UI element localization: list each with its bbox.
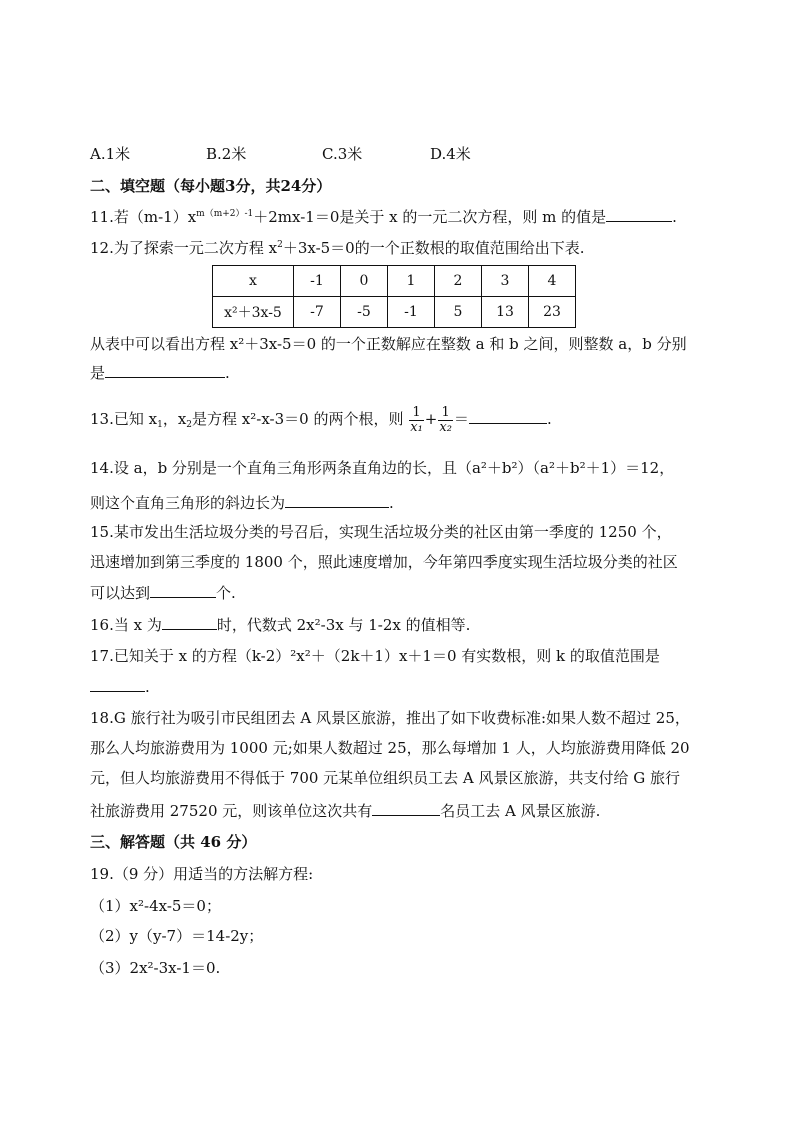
- q12-post: ＋3x-5＝0的一个正数根的取值范围给出下表.: [282, 239, 585, 257]
- q12-square: 2: [277, 240, 283, 250]
- q15-line2: 迅速增加到第三季度的 1800 个，照此速度增加，今年第四季度实现生活垃圾分类的社区: [90, 553, 678, 571]
- q18-line2: 那么人均旅游费用为 1000 元;如果人数超过 25，那么每增加 1 人，人均旅游费用降低 20: [90, 739, 690, 757]
- option-c: C.3米: [322, 145, 363, 163]
- q12-answer-blank[interactable]: [105, 362, 225, 378]
- q19-part1: （1）x²-4x-5＝0；: [90, 897, 221, 915]
- q13-sub1: 1: [157, 420, 163, 430]
- frac-denominator: x₁: [410, 419, 423, 435]
- q15-line3-end: 个.: [216, 584, 236, 602]
- q16-pre: 16.当 x 为: [90, 616, 162, 634]
- table-cell: 2: [435, 266, 482, 297]
- q15-line3: [90, 582, 236, 603]
- table-cell: 13: [482, 297, 529, 328]
- option-a: A.1米: [90, 145, 131, 163]
- q11-pre: 11.若（m-1）x: [90, 208, 197, 226]
- question-11: [90, 206, 677, 227]
- q11-exponent: m（m+2）-1: [196, 209, 254, 219]
- q14-answer-blank[interactable]: [285, 492, 389, 508]
- section3-title: 三、解答题（共 46 分）: [90, 833, 257, 851]
- q13-end: .: [546, 410, 552, 428]
- q13-pre: 13.已知 x: [90, 410, 158, 428]
- q17-line2: [90, 676, 150, 697]
- table-header-expr: x²＋3x-5: [213, 297, 294, 328]
- q12-pre: 12.为了探索一元二次方程 x: [90, 239, 278, 257]
- q18-line4-post: 名员工去 A 风景区旅游.: [440, 802, 601, 820]
- q12-line2-end: .: [225, 364, 230, 382]
- q19-part3: （3）2x²-3x-1＝0.: [90, 959, 221, 977]
- fraction-1-over-x2: [438, 406, 453, 435]
- option-b: B.2米: [206, 145, 247, 163]
- q18-line1: 18.G 旅行社为吸引市民组团去 A 风景区旅游，推出了如下收费标准:如果人数不超过 25，: [90, 709, 690, 727]
- q13-mid1: ，x: [162, 410, 187, 428]
- frac-denominator: x₂: [439, 419, 452, 435]
- table-cell: 3: [482, 266, 529, 297]
- frac-numerator: 1: [409, 406, 424, 421]
- q15-answer-blank[interactable]: [150, 582, 216, 598]
- value-table: [212, 265, 576, 328]
- table-cell: -7: [294, 297, 341, 328]
- q18-line3: 元，但人均旅游费用不得低于 700 元某单位组织员工去 A 风景区旅游，共支付给 G 旅行: [90, 769, 681, 787]
- question-12: [90, 238, 585, 258]
- q16-post: 时，代数式 2x²-3x 与 1-2x 的值相等.: [216, 616, 471, 634]
- q13-sub2: 2: [186, 420, 193, 430]
- q18-answer-blank[interactable]: [372, 800, 440, 816]
- table-cell: -1: [294, 266, 341, 297]
- q17-line1: 17.已知关于 x 的方程（k-2）²x²＋（2k＋1）x＋1＝0 有实数根，则 k 的取值范围是: [90, 647, 660, 665]
- table-cell: -1: [388, 297, 435, 328]
- frac-numerator: 1: [438, 406, 453, 421]
- table-cell: 23: [529, 297, 576, 328]
- q13-equals: ＝: [453, 410, 469, 428]
- option-d: D.4米: [430, 145, 471, 163]
- q15-line1: 15.某市发出生活垃圾分类的号召后，实现生活垃圾分类的社区由第一季度的 1250 个，: [90, 523, 672, 541]
- q19-title: 19.（9 分）用适当的方法解方程:: [90, 865, 314, 883]
- q12-line2-pre: 是: [90, 364, 106, 382]
- question-16: [90, 614, 470, 635]
- q14-line2-end: .: [389, 494, 394, 512]
- table-row-expr: [213, 297, 576, 328]
- q15-line3-pre: 可以达到: [90, 584, 151, 602]
- q14-line2: [90, 492, 394, 513]
- q13-mid2: 是方程 x²-x-3＝0 的两个根，则: [192, 410, 404, 428]
- q17-line2-end: .: [145, 678, 150, 696]
- q19-part2: （2）y（y-7）＝14-2y；: [90, 927, 264, 945]
- q13-answer-blank[interactable]: [469, 408, 547, 424]
- q11-end: .: [672, 208, 677, 226]
- q14-line2-pre: 则这个直角三角形的斜边长为: [90, 494, 286, 512]
- question-13: [90, 404, 552, 435]
- q18-line4: [90, 800, 600, 821]
- q14-line1: 14.设 a，b 分别是一个直角三角形两条直角边的长，且（a²＋b²）（a²＋b²＋1）＝12，: [90, 459, 675, 477]
- q11-post: ＋2mx-1＝0是关于 x 的一元二次方程，则 m 的值是: [253, 208, 607, 226]
- q17-answer-blank[interactable]: [90, 676, 145, 692]
- table-cell: 4: [529, 266, 576, 297]
- q13-plus: +: [424, 410, 438, 428]
- table-cell: 5: [435, 297, 482, 328]
- table-cell: 1: [388, 266, 435, 297]
- table-header-x: x: [213, 266, 294, 297]
- section2-title: 二、填空题（每小题3分，共24分）: [90, 177, 332, 195]
- fraction-1-over-x1: [409, 406, 424, 435]
- q18-line4-pre: 社旅游费用 27520 元，则该单位这次共有: [90, 802, 373, 820]
- q12-conclusion-line1: 从表中可以看出方程 x²＋3x-5＝0 的一个正数解应在整数 a 和 b 之间，则整数 a，b 分别: [90, 335, 687, 353]
- table-row-x: [213, 266, 576, 297]
- q16-answer-blank[interactable]: [162, 614, 217, 630]
- q12-conclusion-line2: [90, 362, 230, 383]
- table-cell: -5: [341, 297, 388, 328]
- q11-answer-blank[interactable]: [606, 206, 672, 222]
- table-cell: 0: [341, 266, 388, 297]
